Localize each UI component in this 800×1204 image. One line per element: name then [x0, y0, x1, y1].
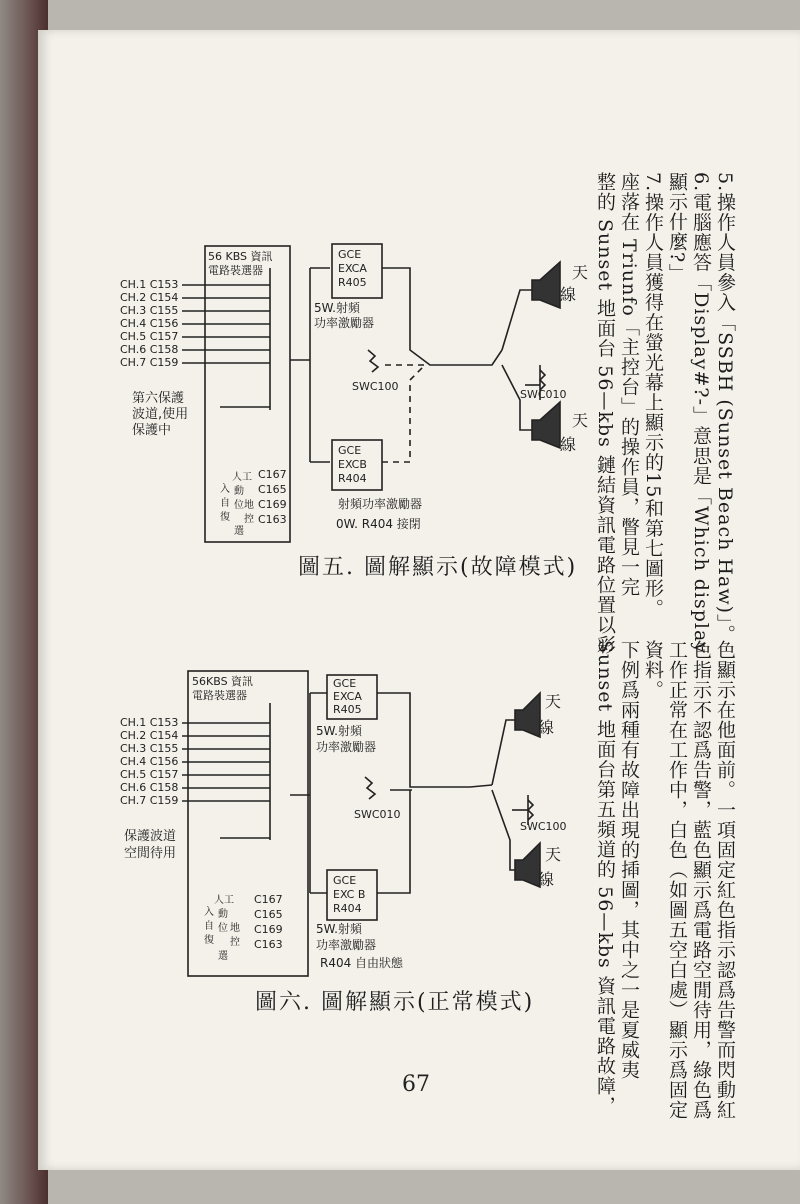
mux-label: 56 KBS 資訊 — [208, 250, 273, 263]
code-label: C165 — [258, 483, 287, 496]
manual-label: 復 — [220, 512, 230, 523]
exciter-a-label: GCE — [333, 677, 357, 690]
antenna-label: 天 — [572, 263, 589, 282]
channel-label: CH.4 C156 — [120, 317, 179, 330]
exciter-b-note: R404 自由狀態 — [320, 956, 404, 970]
exciter-a-label: R405 — [338, 276, 367, 289]
manual-label: 人工 — [214, 895, 234, 906]
antenna-label: 天 — [545, 845, 562, 864]
code-label: C169 — [254, 923, 283, 936]
channel-label: CH.4 C156 — [120, 755, 179, 768]
switch-b-label: SWC100 — [520, 820, 567, 833]
text-line: 5.操作人員參入「SSBH (Sunset Beach Haw)」。 — [714, 172, 736, 645]
exciter-b-label: EXCB — [338, 458, 367, 471]
text-line: 下例爲兩種有故障出現的揷圖，其中之一是夏威夷 — [618, 640, 640, 1080]
text-line: 色指示不認爲告警，藍色顯示爲電路空閒待用，綠色爲 — [690, 640, 712, 1120]
manual-label: 自 — [220, 498, 230, 509]
manual-label: 自 — [204, 921, 214, 932]
channel-label: CH.7 C159 — [120, 356, 179, 369]
exciter-a-note: 5W.射頻 — [314, 301, 360, 315]
mux-label: 56KBS 資訊 — [192, 675, 254, 688]
manual-label: 控 — [230, 937, 240, 948]
channel-label: CH.6 C158 — [120, 343, 179, 356]
text-line: 顯示什麼?」 — [666, 172, 688, 284]
code-label: C167 — [258, 468, 287, 481]
switch-b-label: SWC010 — [520, 388, 567, 401]
code-label: C167 — [254, 893, 283, 906]
figure5-diagram — [120, 230, 590, 560]
mux-label-2: 電路裝選器 — [192, 689, 247, 702]
exciter-a-note: 5W.射頻 — [316, 724, 362, 738]
antenna-feed-1 — [502, 290, 532, 350]
exciter-b-note: 0W. R404 接閉 — [336, 517, 421, 531]
exciter-b-note: 功率激勵器 — [316, 938, 377, 952]
antenna-label: 天 — [545, 692, 562, 711]
antenna-1-icon — [515, 693, 540, 737]
exciter-b-label: GCE — [333, 874, 357, 887]
antenna-1-icon — [532, 262, 560, 308]
protect-label: 保護中 — [132, 423, 172, 438]
protect-label: 波道,使用 — [132, 407, 189, 422]
text-line: 色顯示在他面前。一項固定紅色指示認爲告警而閃動紅 — [714, 640, 736, 1120]
manual-label: 動 — [218, 909, 228, 920]
text-line: 座落在 Triunfo「主控台」的操作員，瞥見一完 — [618, 172, 640, 597]
text-line: 資料。 — [642, 640, 664, 700]
manual-label: 控 — [244, 514, 254, 525]
protect-label: 第六保護 — [132, 391, 185, 406]
switch-a-label: SWC100 — [352, 380, 399, 393]
exciter-b-note: 射頻功率激勵器 — [338, 497, 423, 511]
channel-label: CH.3 C155 — [120, 742, 179, 755]
exciter-a-label: EXCA — [333, 690, 362, 703]
antenna-label: 天 — [572, 411, 589, 430]
manual-label: 入 — [204, 907, 214, 918]
channel-label: CH.2 C154 — [120, 291, 179, 304]
antenna-feed-1 — [492, 720, 515, 785]
antenna-label: 線 — [538, 718, 555, 737]
code-label: C165 — [254, 908, 283, 921]
exciter-a-label: R405 — [333, 703, 362, 716]
protect-label: 空閒待用 — [124, 846, 177, 861]
exciter-a-label: GCE — [338, 248, 362, 261]
figure5-caption: 圖五. 圖解顯示(故障模式) — [298, 555, 578, 580]
text-line: 工作正常在工作中，白色（如圖五空白處）顯示爲固定 — [666, 640, 688, 1120]
text-line: Sunset 地面台第五頻道的 56—kbs 資訊電路故障， — [594, 640, 616, 1116]
text-line: 整的 Sunset 地面台 56—kbs 鏈結資訊電路位置以彩 — [594, 172, 616, 655]
antenna-label: 線 — [538, 870, 555, 889]
manual-label: 位 — [234, 500, 244, 511]
manual-label: 選 — [218, 951, 228, 962]
manual-label: 位 — [218, 923, 228, 934]
manual-label: 地 — [230, 923, 240, 934]
code-label: C163 — [258, 513, 287, 526]
channel-label: CH.5 C157 — [120, 330, 179, 343]
figure6-diagram — [120, 665, 590, 985]
antenna-label: 線 — [560, 435, 577, 454]
exciter-a-note: 功率激勵器 — [314, 316, 375, 330]
page-number: 67 — [402, 1072, 430, 1097]
protect-label: 保護波道 — [124, 829, 177, 844]
channel-label: CH.3 C155 — [120, 304, 179, 317]
manual-label: 動 — [234, 486, 244, 497]
mux-label-2: 電路裝選器 — [208, 264, 263, 277]
antenna-feed-2 — [492, 790, 515, 870]
switch-swc100 — [368, 350, 378, 372]
text-column-lower — [593, 640, 737, 1120]
exciter-b-note: 5W.射頻 — [316, 922, 362, 936]
code-label: C169 — [258, 498, 287, 511]
exciter-b-label: R404 — [333, 902, 362, 915]
exciter-a-label: EXCA — [338, 262, 367, 275]
text-line: 6.電腦應答「Display#?-」意思是「Which display — [690, 172, 712, 655]
text-column-upper — [593, 172, 737, 655]
switch-a-label: SWC010 — [354, 808, 401, 821]
text-line: 7.操作人員獲得在螢光幕上顯示的15和第七圖形。 — [642, 172, 664, 619]
antenna-2-icon — [532, 402, 560, 448]
channel-label: CH.6 C158 — [120, 781, 179, 794]
manual-label: 復 — [204, 935, 214, 946]
antenna-label: 線 — [560, 285, 577, 304]
code-label: C163 — [254, 938, 283, 951]
channel-label: CH.2 C154 — [120, 729, 179, 742]
channel-label: CH.5 C157 — [120, 768, 179, 781]
channel-label: CH.1 C153 — [120, 716, 179, 729]
switch-swc010 — [365, 777, 375, 799]
manual-label: 選 — [234, 526, 244, 537]
manual-label: 人工 — [232, 472, 252, 483]
manual-label: 入 — [220, 484, 230, 495]
exciter-a-note: 功率激勵器 — [316, 740, 377, 754]
figure6-caption: 圖六. 圖解顯示(正常模式) — [255, 990, 535, 1015]
exciter-b-label: R404 — [338, 472, 367, 485]
channel-label: CH.1 C153 — [120, 278, 179, 291]
channel-label: CH.7 C159 — [120, 794, 179, 807]
exciter-b-label: GCE — [338, 444, 362, 457]
signal-path — [377, 693, 492, 787]
exciter-b-label: EXC B — [333, 888, 366, 901]
antenna-2-icon — [515, 843, 540, 887]
manual-label: 地 — [244, 500, 254, 511]
